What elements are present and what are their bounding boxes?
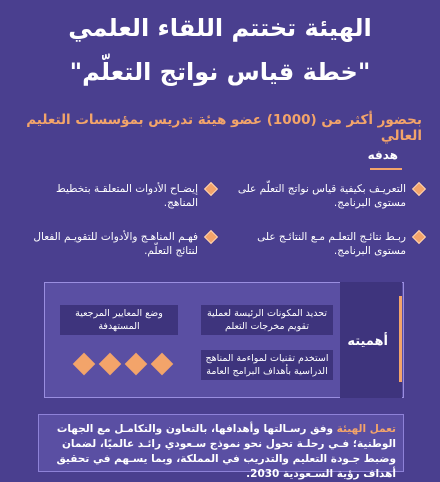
- main-title-line2: "خطة قياس نواتج التعلّم": [69, 58, 371, 86]
- importance-box-text: وضع المعايير المرجعية المستهدفة: [75, 308, 163, 332]
- diamond-bullet-icon: [204, 182, 218, 196]
- diamond-bullet-icon: [412, 182, 426, 196]
- goal-text: فهـم المناهـج والأدوات للتقويـم الفعال لنتائج التعلّم.: [33, 231, 198, 257]
- goal-text: التعريـف بكيفية قياس نواتج التعلّم على مستوى البرنامج.: [237, 183, 406, 209]
- importance-box: [201, 305, 333, 335]
- diamond-bullet-icon: [204, 230, 218, 244]
- importance-box: [201, 350, 333, 380]
- importance-box-text: تحديد المكونات الرئيسة لعملية تقويم مخرجات التعلم: [206, 308, 328, 332]
- goal-item: [228, 182, 406, 210]
- importance-label: أهميته: [347, 334, 388, 349]
- goals-heading-underline: [370, 168, 402, 170]
- footer-body: وفق رسـالتها وأهدافها، بالتعاون والتكامـل مع الجهات الوطنية؛ فـي رحلـة تحول نحو نموذج سـعودي رائـد عالميًا، لضمان وضبط جـودة التعليم والتدريب في المملكة، وبما يسـهم في تحقيق أهداف رؤية السـعودية 2030.: [56, 423, 396, 480]
- main-title-line1: الهيئة تختتم اللقاء العلمي: [68, 14, 372, 42]
- importance-box-text: استخدم تقنيات لمواءمة المناهج الدراسية بأهداف البرامج العامة: [205, 353, 329, 377]
- diamond-bullet-icon: [412, 230, 426, 244]
- importance-box: [60, 305, 178, 335]
- accent-bar: [399, 296, 402, 382]
- goals-heading: هدفه: [367, 148, 398, 162]
- goal-item: [20, 182, 198, 210]
- goal-item: [228, 230, 406, 258]
- goal-item: [20, 230, 198, 258]
- footer-highlight: تعمل الهيئة: [336, 423, 396, 435]
- goal-text: إيضـاح الأدوات المتعلقـة بتخطيط المناهج.: [56, 183, 198, 209]
- footer-text: [44, 422, 396, 482]
- subtitle: بحضور أكثر من (1000) عضو هيئة تدريس بمؤسسات التعليم العالي: [26, 112, 422, 144]
- goal-text: ربـط نتائـج التعلـم مـع النتائـج على مستوى البرنامج.: [257, 231, 406, 257]
